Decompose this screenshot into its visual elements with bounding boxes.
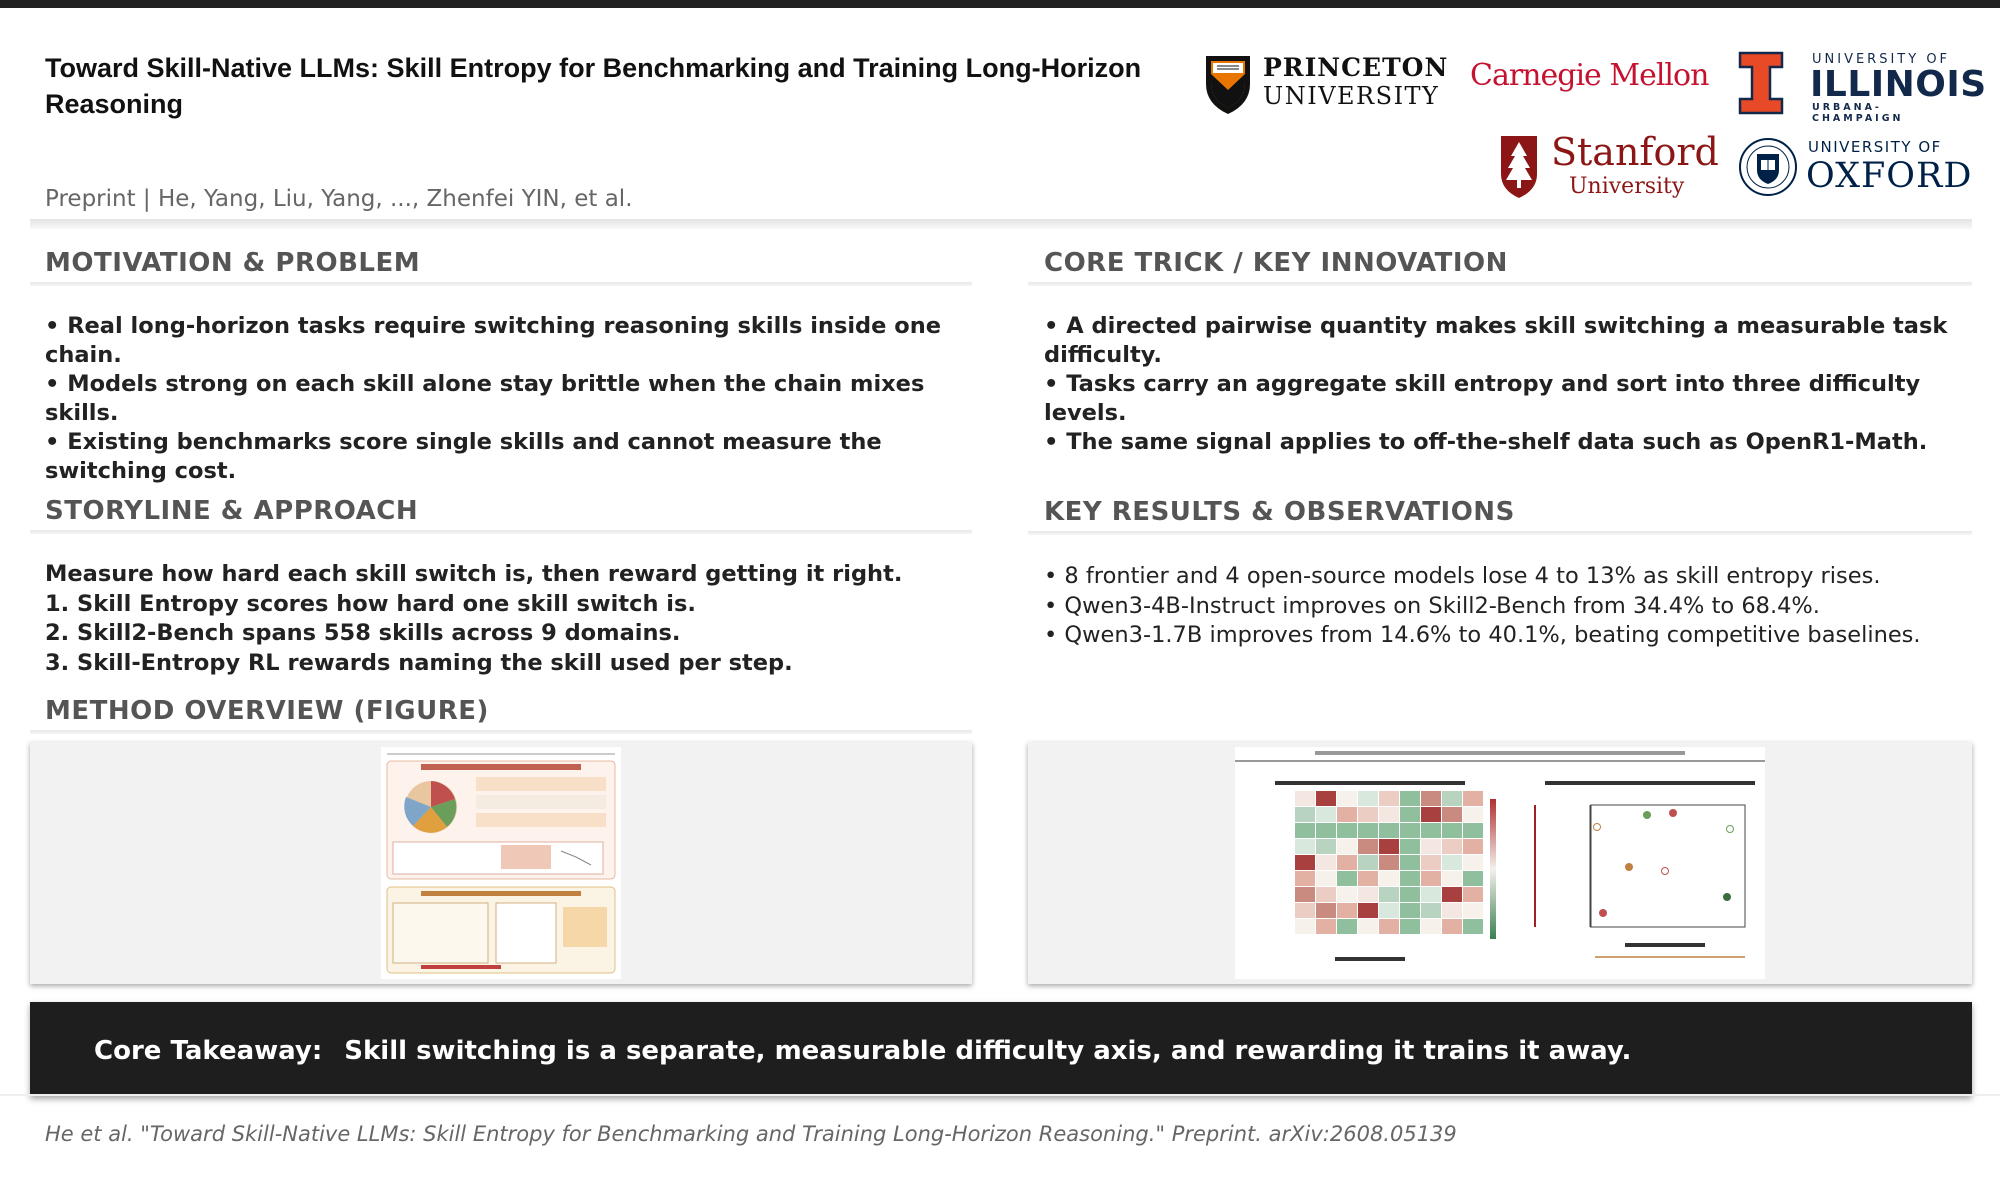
illinois-line3: URBANA-CHAMPAIGN [1812, 102, 1904, 124]
heatmap-cell [1442, 855, 1462, 870]
results-divider [1028, 531, 1972, 535]
heatmap-cell [1442, 903, 1462, 918]
heatmap-cell [1421, 823, 1441, 838]
heatmap-cell [1379, 839, 1399, 854]
heatmap-cell [1379, 887, 1399, 902]
heatmap-cell [1337, 839, 1357, 854]
oxford-line1: UNIVERSITY OF [1808, 138, 1942, 156]
heatmap-cell [1316, 919, 1336, 934]
author-line: Preprint | He, Yang, Liu, Yang, ..., Zhenfei YIN, et al. [45, 186, 633, 212]
list-item: • Qwen3-4B-Instruct improves on Skill2-Bench from 34.4% to 68.4%. [1044, 592, 1820, 619]
takeaway-label: Core Takeaway: [94, 1036, 323, 1066]
heatmap-cell [1463, 871, 1483, 886]
heatmap-cell [1379, 791, 1399, 806]
heatmap-cell [1337, 807, 1357, 822]
method-heading: METHOD OVERVIEW (FIGURE) [45, 696, 489, 726]
core-list [1044, 312, 1959, 458]
illinois-block-i-icon [1738, 51, 1784, 115]
list-item: 3. Skill-Entropy RL rewards naming the skill used per step. [45, 649, 793, 676]
heatmap-cell [1295, 871, 1315, 886]
heatmap-cell [1295, 903, 1315, 918]
heatmap-cell [1337, 919, 1357, 934]
heatmap-cell [1358, 823, 1378, 838]
heatmap-cell [1463, 823, 1483, 838]
header-divider [30, 219, 1972, 229]
heatmap-cell [1337, 855, 1357, 870]
heatmap-cell [1337, 903, 1357, 918]
citation: He et al. "Toward Skill-Native LLMs: Skill Entropy for Benchmarking and Training Long-Horizon Reasoning." Preprint. arXiv:2608.05139 [45, 1122, 1457, 1146]
heatmap-cell [1421, 871, 1441, 886]
heatmap-cell [1358, 855, 1378, 870]
list-item: • Real long-horizon tasks require switching reasoning skills inside one chain. [45, 313, 941, 368]
storyline-heading: STORYLINE & APPROACH [45, 496, 419, 526]
heatmap-cell [1316, 871, 1336, 886]
heatmap-cell [1400, 807, 1420, 822]
heatmap-cell [1400, 903, 1420, 918]
heatmap-cell [1295, 919, 1315, 934]
heatmap-cell [1463, 855, 1483, 870]
poster-title: Toward Skill-Native LLMs: Skill Entropy for Benchmarking and Training Long-Horizon Reasoning [45, 53, 1142, 119]
princeton-shield-icon [1203, 50, 1253, 116]
storyline-divider [30, 530, 972, 534]
heatmap-cell [1337, 823, 1357, 838]
heatmap-cell [1421, 887, 1441, 902]
list-item: • A directed pairwise quantity makes skill switching a measurable task difficulty. [1044, 313, 1948, 368]
heatmap-cell [1463, 903, 1483, 918]
core-heading: CORE TRICK / KEY INNOVATION [1044, 248, 1508, 278]
storyline-list [45, 560, 960, 678]
stanford-logo [1497, 130, 1719, 202]
heatmap-cell [1463, 807, 1483, 822]
heatmap-cell [1463, 887, 1483, 902]
heatmap-cell [1358, 903, 1378, 918]
heatmap-cell [1295, 887, 1315, 902]
heatmap-cell [1442, 839, 1462, 854]
results-list [1044, 562, 1959, 651]
heatmap-cell [1337, 791, 1357, 806]
princeton-logo [1203, 50, 1449, 116]
list-item: • Models strong on each skill alone stay brittle when the chain mixes skills. [45, 371, 925, 426]
oxford-line2: OXFORD [1806, 156, 1973, 196]
illinois-line2: ILLINOIS [1810, 64, 1987, 105]
stanford-name: Stanford [1551, 130, 1719, 174]
method-overview-figure [381, 747, 621, 979]
oxford-logo [1738, 132, 1978, 202]
list-item: 1. Skill Entropy scores how hard one skill switch is. [45, 590, 696, 617]
heatmap-cell [1400, 919, 1420, 934]
heatmap-cell [1316, 887, 1336, 902]
list-item: Measure how hard each skill switch is, then reward getting it right. [45, 561, 903, 587]
heatmap-cell [1379, 871, 1399, 886]
heatmap-cell [1358, 839, 1378, 854]
heatmap-cell [1463, 919, 1483, 934]
heatmap-cell [1337, 871, 1357, 886]
illinois-logo [1738, 50, 1987, 124]
heatmap-cell [1316, 839, 1336, 854]
heatmap-cell [1379, 903, 1399, 918]
cmu-logo: Carnegie Mellon [1470, 58, 1709, 93]
heatmap-cell [1316, 791, 1336, 806]
illinois-line1: UNIVERSITY OF [1812, 52, 1951, 67]
list-item: 2. Skill2-Bench spans 558 skills across 9 domains. [45, 620, 681, 646]
oxford-seal-icon [1738, 134, 1798, 200]
results-figure [1235, 747, 1765, 979]
heatmap-cell [1442, 823, 1462, 838]
heatmap-cell [1379, 919, 1399, 934]
motivation-divider [30, 282, 972, 286]
heatmap-cell [1421, 839, 1441, 854]
heatmap-cell [1463, 839, 1483, 854]
motivation-list [45, 312, 960, 486]
heatmap-cell [1295, 807, 1315, 822]
princeton-subname: UNIVERSITY [1263, 82, 1440, 110]
list-item: • Tasks carry an aggregate skill entropy and sort into three difficulty levels. [1044, 371, 1921, 426]
heatmap-cell [1442, 807, 1462, 822]
heatmap-cell [1358, 919, 1378, 934]
takeaway-text: Skill switching is a separate, measurable difficulty axis, and rewarding it trains it away. [344, 1036, 1632, 1066]
heatmap-cell [1421, 791, 1441, 806]
heatmap-cell [1400, 871, 1420, 886]
heatmap-cell [1421, 855, 1441, 870]
list-item: • Existing benchmarks score single skills and cannot measure the switching cost. [45, 429, 882, 484]
heatmap-cell [1316, 855, 1336, 870]
list-item: • The same signal applies to off-the-shelf data such as OpenR1-Math. [1044, 429, 1928, 455]
heatmap-cell [1442, 791, 1462, 806]
heatmap-cell [1400, 839, 1420, 854]
core-divider [1028, 282, 1972, 286]
heatmap-cell [1442, 919, 1462, 934]
heatmap-cell [1316, 823, 1336, 838]
list-item: • 8 frontier and 4 open-source models lose 4 to 13% as skill entropy rises. [1044, 563, 1881, 589]
heatmap-cell [1379, 807, 1399, 822]
heatmap-cell [1463, 791, 1483, 806]
heatmap-cell [1442, 887, 1462, 902]
heatmap-cell [1421, 903, 1441, 918]
list-item: • Qwen3-1.7B improves from 14.6% to 40.1%, beating competitive baselines. [1044, 622, 1921, 648]
heatmap-cell [1358, 791, 1378, 806]
heatmap-cell [1316, 903, 1336, 918]
motivation-heading: MOTIVATION & PROBLEM [45, 248, 421, 278]
heatmap-cell [1400, 823, 1420, 838]
core-takeaway-banner [30, 1002, 1972, 1096]
heatmap-cell [1379, 823, 1399, 838]
heatmap-cell [1421, 807, 1441, 822]
stanford-tree-icon [1497, 134, 1541, 200]
heatmap-cell [1400, 887, 1420, 902]
heatmap-cell [1358, 887, 1378, 902]
method-divider [30, 730, 972, 734]
heatmap-cell [1295, 839, 1315, 854]
heatmap-cell [1295, 791, 1315, 806]
heatmap-cell [1316, 807, 1336, 822]
heatmap-cell [1337, 887, 1357, 902]
results-figure-panel [1028, 742, 1972, 984]
results-heading: KEY RESULTS & OBSERVATIONS [1044, 497, 1515, 527]
heatmap-cell [1295, 823, 1315, 838]
stanford-subname: University [1569, 174, 1685, 199]
footer-divider [0, 1094, 2000, 1096]
heatmap-cell [1295, 855, 1315, 870]
method-figure-panel [30, 742, 972, 984]
princeton-name: PRINCETON [1263, 53, 1449, 82]
heatmap-cell [1421, 919, 1441, 934]
top-border [0, 0, 2000, 8]
heatmap-cell [1442, 871, 1462, 886]
heatmap-cell [1379, 855, 1399, 870]
heatmap-cell [1400, 855, 1420, 870]
heatmap-cell [1358, 871, 1378, 886]
heatmap-cell [1358, 807, 1378, 822]
heatmap-cell [1400, 791, 1420, 806]
